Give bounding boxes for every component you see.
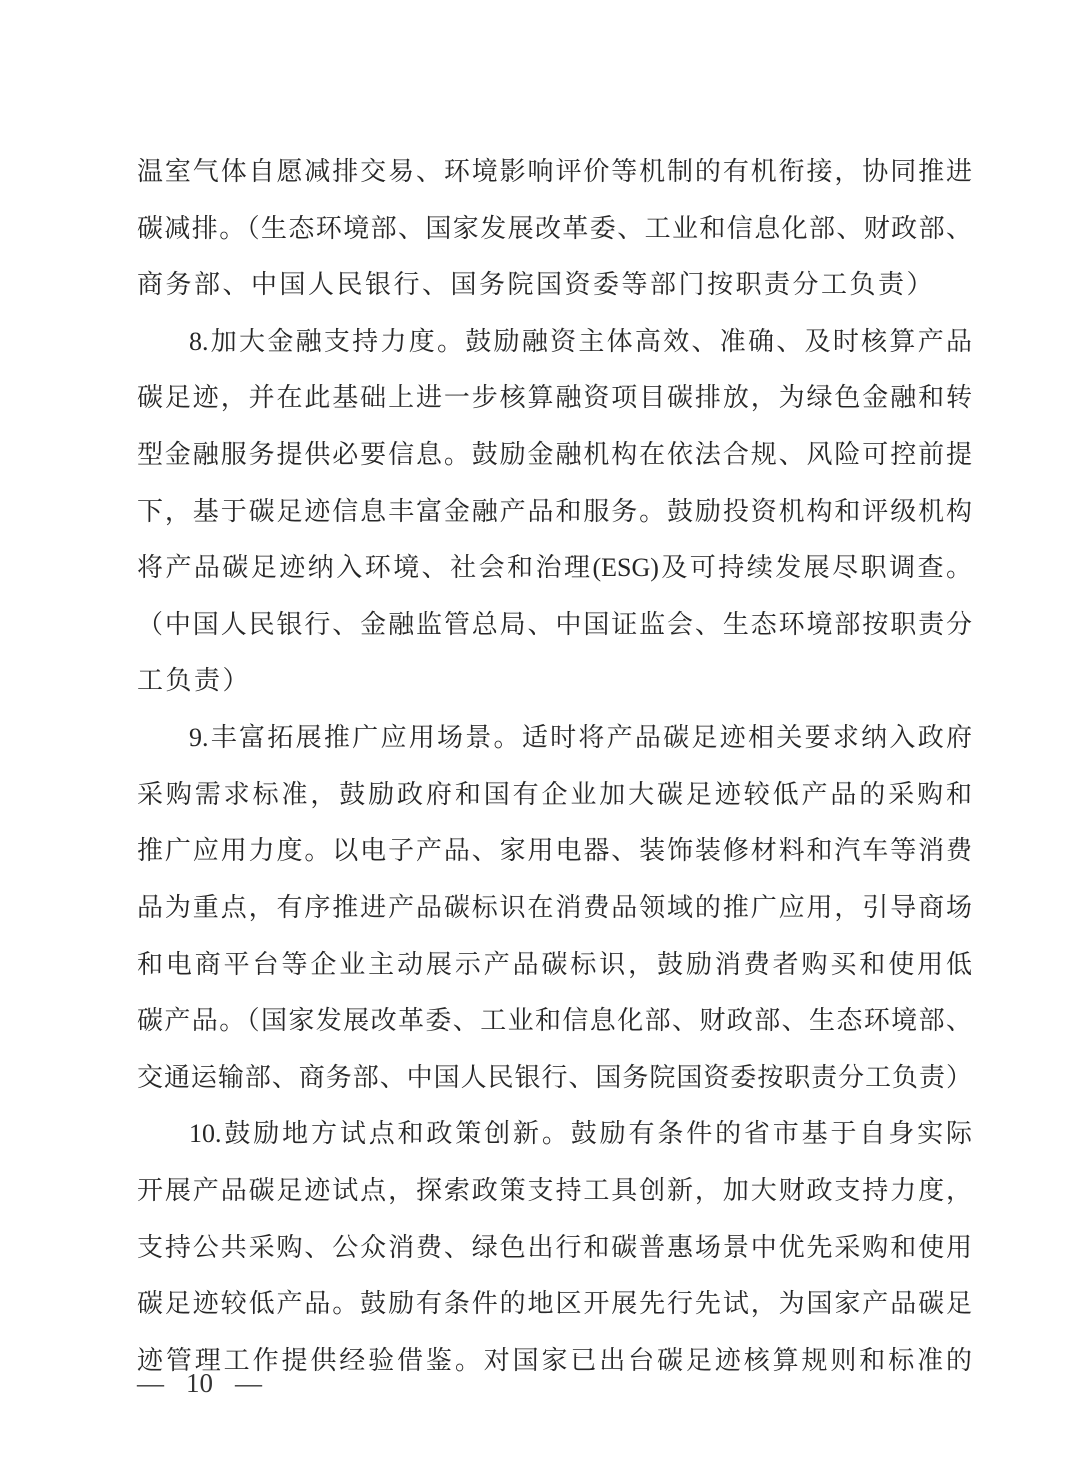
- footer-dash-right: —: [235, 1368, 262, 1398]
- paragraph-end-line: 工负责）: [137, 666, 252, 696]
- text-line: 碳足迹较低产品。鼓励有条件的地区开展先行先试，为国家产品碳足: [137, 1289, 972, 1319]
- paragraph-first-line: 8.加大金融支持力度。鼓励融资主体高效、准确、及时核算产品: [189, 326, 972, 356]
- page-number: 10: [186, 1368, 213, 1398]
- text-line: 碳产品。（国家发展改革委、工业和信息化部、财政部、生态环境部、: [137, 1006, 972, 1036]
- text-line: 下，基于碳足迹信息丰富金融产品和服务。鼓励投资机构和评级机构: [137, 496, 972, 526]
- text-line: 开展产品碳足迹试点，探索政策支持工具创新，加大财政支持力度，: [137, 1175, 972, 1205]
- text-line: 将产品碳足迹纳入环境、社会和治理(ESG)及可持续发展尽职调查。: [137, 553, 972, 583]
- text-line: 采购需求标准，鼓励政府和国有企业加大碳足迹较低产品的采购和: [137, 779, 972, 809]
- document-body: [137, 144, 972, 1389]
- paragraph-end-line: 商务部、中国人民银行、国务院国资委等部门按职责分工负责）: [137, 270, 936, 300]
- paragraph-first-line: 9.丰富拓展推广应用场景。适时将产品碳足迹相关要求纳入政府: [189, 723, 972, 753]
- text-line: 型金融服务提供必要信息。鼓励金融机构在依法合规、风险可控前提: [137, 440, 972, 470]
- text-line: 温室气体自愿减排交易、环境影响评价等机制的有机衔接，协同推进: [137, 157, 972, 186]
- text-line: 碳减排。（生态环境部、国家发展改革委、工业和信息化部、财政部、: [137, 213, 972, 243]
- footer-dash-left: —: [137, 1368, 164, 1398]
- page-footer: [137, 1368, 262, 1399]
- paragraph-first-line: 10.鼓励地方试点和政策创新。鼓励有条件的省市基于自身实际: [189, 1119, 972, 1149]
- text-line: 支持公共采购、公众消费、绿色出行和碳普惠场景中优先采购和使用: [137, 1232, 972, 1262]
- text-line: 碳足迹，并在此基础上进一步核算融资项目碳排放，为绿色金融和转: [137, 383, 972, 413]
- text-line: 和电商平台等企业主动展示产品碳标识，鼓励消费者购买和使用低: [137, 949, 972, 979]
- text-line: （中国人民银行、金融监管总局、中国证监会、生态环境部按职责分: [137, 609, 972, 639]
- paragraph-end-line: 交通运输部、商务部、中国人民银行、国务院国资委按职责分工负责）: [137, 1062, 972, 1092]
- text-line: 品为重点，有序推进产品碳标识在消费品领域的推广应用，引导商场: [137, 892, 972, 922]
- text-line: 迹管理工作提供经验借鉴。对国家已出台碳足迹核算规则和标准的: [137, 1345, 972, 1375]
- text-line: 推广应用力度。以电子产品、家用电器、装饰装修材料和汽车等消费: [137, 836, 972, 866]
